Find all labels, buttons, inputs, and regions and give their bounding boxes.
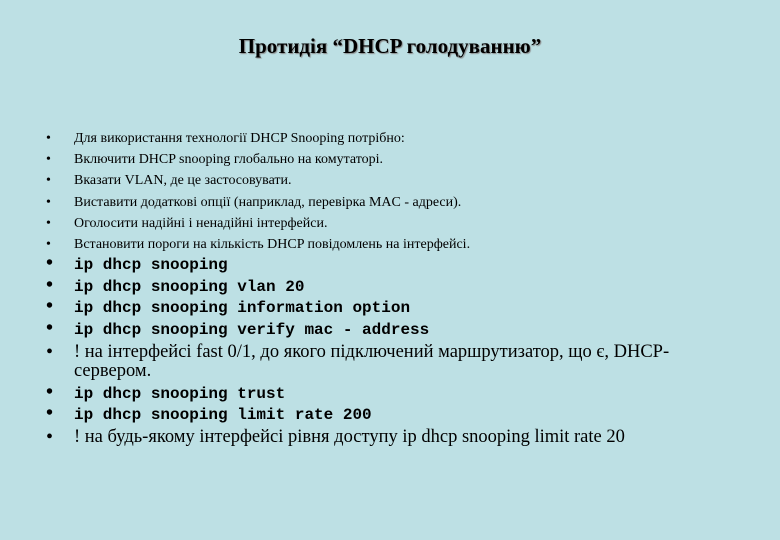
list-item [46,170,746,191]
bullet-icon: • [46,194,51,210]
list-item-text: Вказати VLAN, де це застосовувати. [74,173,292,189]
command-item [46,316,746,342]
list-item [46,234,746,255]
bullet-icon: • [46,316,54,339]
bullet-icon: • [46,215,51,231]
bullet-icon: • [46,252,54,275]
command-text: ip dhcp snooping trust [74,384,286,403]
bullet-icon: • [46,152,51,168]
bullet-icon: • [46,273,54,296]
command-item [46,402,746,427]
comment-text: ! на будь-якому інтерфейсі рівня доступу ip dhcp snooping limit rate 20 [74,426,625,447]
command-text: ip dhcp snooping limit rate 200 [74,406,372,425]
list-item-text: Виставити додаткові опції (наприклад, перевірка MAC - адреси). [74,194,462,210]
bullet-list [46,128,746,449]
bullet-icon: • [46,295,54,318]
command-text: ip dhcp snooping vlan 20 [74,277,305,296]
bullet-icon: • [46,380,54,403]
bullet-icon: • [46,131,51,146]
command-item [46,252,746,277]
list-item [46,213,746,234]
list-item-text: Оголосити надійні і ненадійні інтерфейси. [74,215,328,231]
bullet-icon: • [46,425,54,448]
command-item [46,295,746,320]
bullet-icon: • [46,236,51,252]
list-item [46,192,746,213]
command-text: ip dhcp snooping information option [74,299,411,318]
list-item-text: Встановити пороги на кількість DHCP повідомлень на інтерфейсі. [74,236,471,252]
comment-text: ! на інтерфейсі fast 0/1, до якого підключений маршрутизатор, що є, DHCP-сервером. [74,341,670,381]
comment-item [46,427,746,450]
list-item [46,149,746,170]
bullet-icon: • [46,173,51,189]
slide-title: Протидія “DHCP голодуванню” [238,34,542,58]
comment-item [46,342,746,384]
command-item [46,380,746,406]
list-item-text: Включити DHCP snooping глобально на комутаторі. [74,152,384,168]
command-text: ip dhcp snooping [74,256,228,275]
list-item [46,128,746,149]
bullet-icon: • [46,340,54,363]
bullet-icon: • [46,402,54,425]
command-item [46,273,746,299]
list-item-text: Для використання технології DHCP Snooping потрібно: [74,131,405,146]
command-text: ip dhcp snooping verify mac - address [74,320,430,339]
